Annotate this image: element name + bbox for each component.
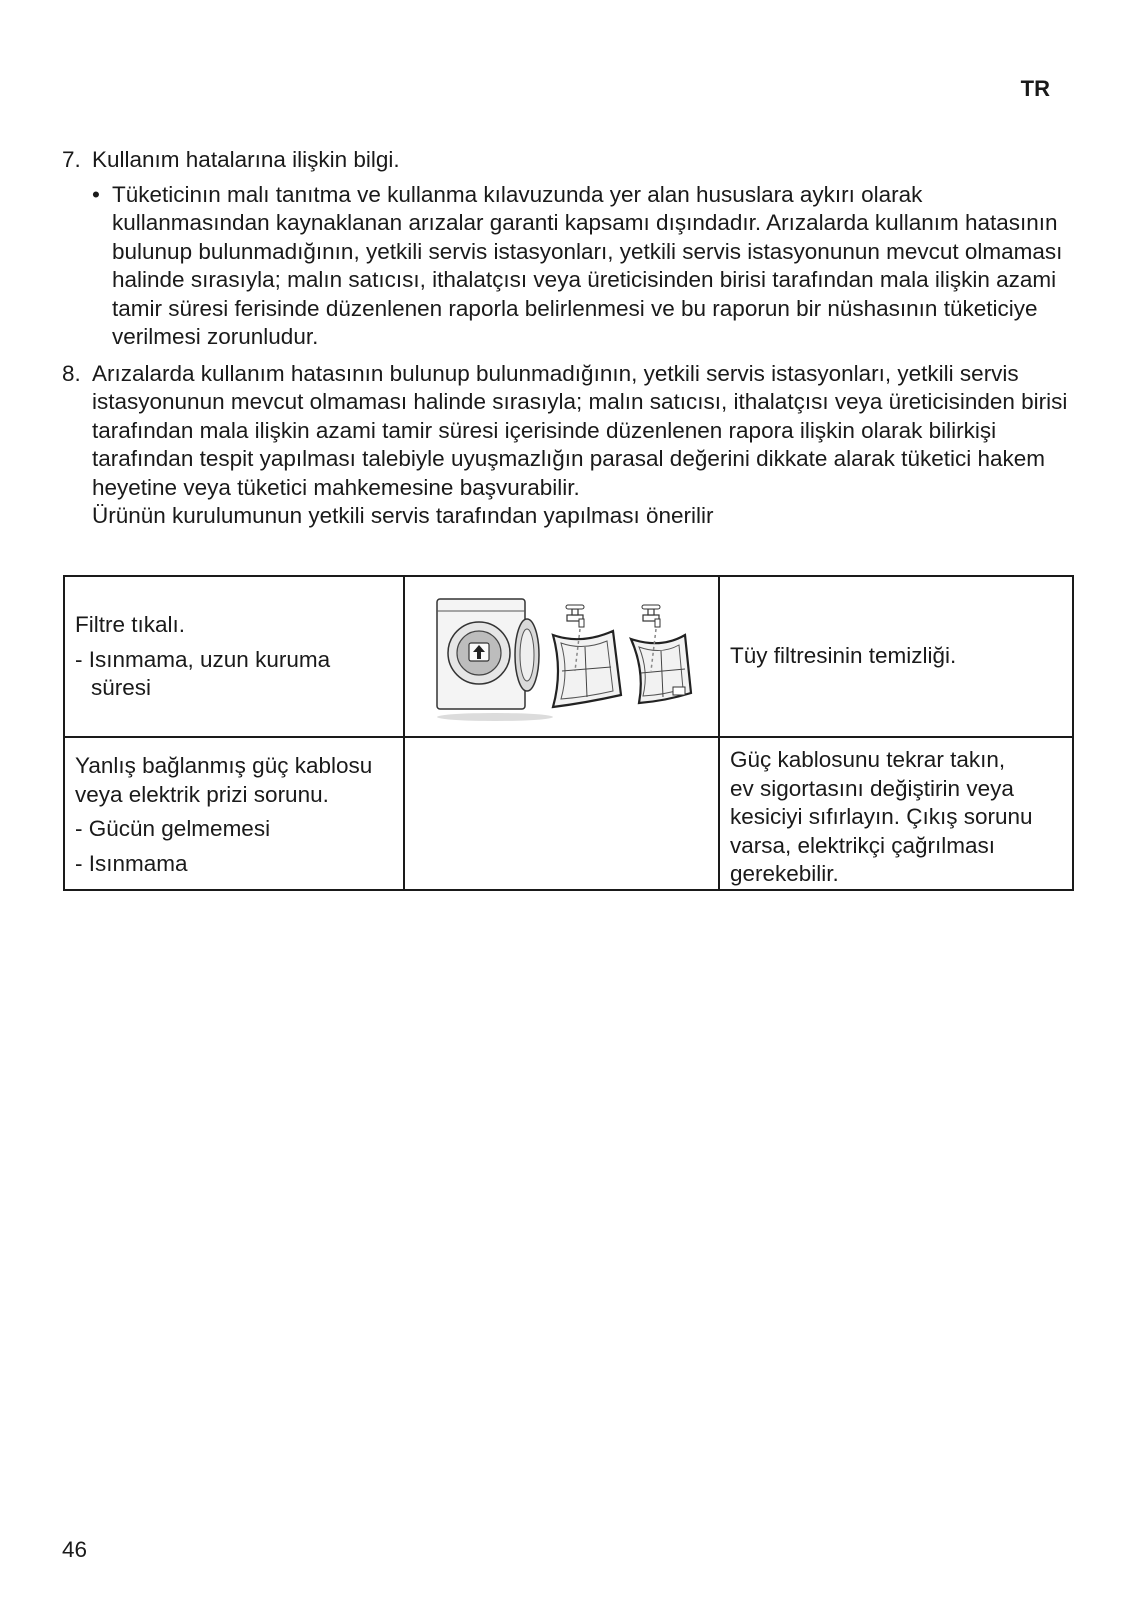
warranty-text — [62, 146, 1072, 531]
illustration-cell — [404, 576, 719, 737]
lint-filter-cleaning-illustration — [435, 595, 695, 725]
item-7 — [62, 146, 1072, 175]
symptom-text-cont: süresi — [91, 675, 152, 700]
solution-text: Güç kablosunu tekrar takın, — [729, 747, 1006, 772]
item-title: Kullanım hatalarına ilişkin bilgi. — [92, 147, 400, 172]
solution-text: kesiciyi sıfırlayın. Çıkış sorunu — [729, 804, 1033, 829]
bullet-icon: • — [92, 181, 100, 207]
item-8-note: Ürünün kurulumunun yetkili servis tarafından yapılması önerilir — [92, 503, 714, 528]
item-number: 8. — [62, 360, 81, 386]
table-row — [64, 737, 1073, 890]
symptom-text: - Gücün gelmemesi — [75, 816, 271, 841]
symptom-text: - Isınmama — [75, 850, 188, 876]
cause-text-cont: veya elektrik prizi sorunu. — [75, 781, 329, 807]
solution-cell — [719, 576, 1073, 737]
solution-text: varsa, elektrikçi çağrılması — [729, 832, 996, 858]
item-8 — [62, 360, 1072, 531]
language-label: TR — [1020, 76, 1050, 101]
troubleshooting-table — [63, 575, 1074, 891]
item-text — [92, 360, 1072, 531]
cause-cell — [64, 737, 404, 890]
symptom-text: - Isınmama, uzun kuruma — [75, 646, 331, 672]
cause-text: Yanlış bağlanmış güç kablosu — [75, 753, 373, 778]
page-number: 46 — [62, 1537, 88, 1562]
cause-text: Filtre tıkalı. — [75, 612, 186, 637]
bullet-paragraph — [92, 181, 1072, 352]
empty-cell — [404, 737, 719, 890]
solution-text: gerekebilir. — [729, 861, 839, 886]
solution-text: Tüy filtresinin temizliği. — [729, 643, 957, 669]
item-8-text: Arızalarda kullanım hatasının bulunup bulunmadığının, yetkili servis istasyonları, yetkili servis istasyonunun mevcut olmaması halinde sırasıyla; malın satıcısı, ithalatçısı veya üreticisinden birisi tarafından mala ilişkin azami tamir süresi içerisinde düzenlenen rapora ilişkin olarak bilirkişi tarafından tespit yapılması talebiyle uyuşmazlığın parasal değerini dikkate alarak tüketici hakem heyetine veya tüketici mahkemesine başvurabilir. — [92, 360, 1068, 500]
item-number: 7. — [62, 147, 81, 172]
solution-cell — [719, 737, 1073, 890]
table-row — [64, 576, 1073, 737]
bullet-text: Tüketicinın malı tanıtma ve kullanma kılavuzunda yer alan hususlara aykırı olarak kullanmasından kaynaklanan arızalar garanti kapsamı dışındadır. Arızalarda kullanım hatasının bulunup bulunmadığının, yetkili servis istasyonları, yetkili servis istasyonunun mevcut olmaması halinde sırasıyla; malın satıcısı, ithalatçısı veya üreticisinden birisi tarafından mala ilişkin azami tamir süresi ferisinde düzenlenen raporla belirlenmesi ve bu raporun bir nüshasının tüketiciye verilmesi zorunludur. — [112, 181, 1063, 349]
cause-cell — [64, 576, 404, 737]
solution-text: ev sigortasını değiştirin veya — [729, 775, 1014, 801]
